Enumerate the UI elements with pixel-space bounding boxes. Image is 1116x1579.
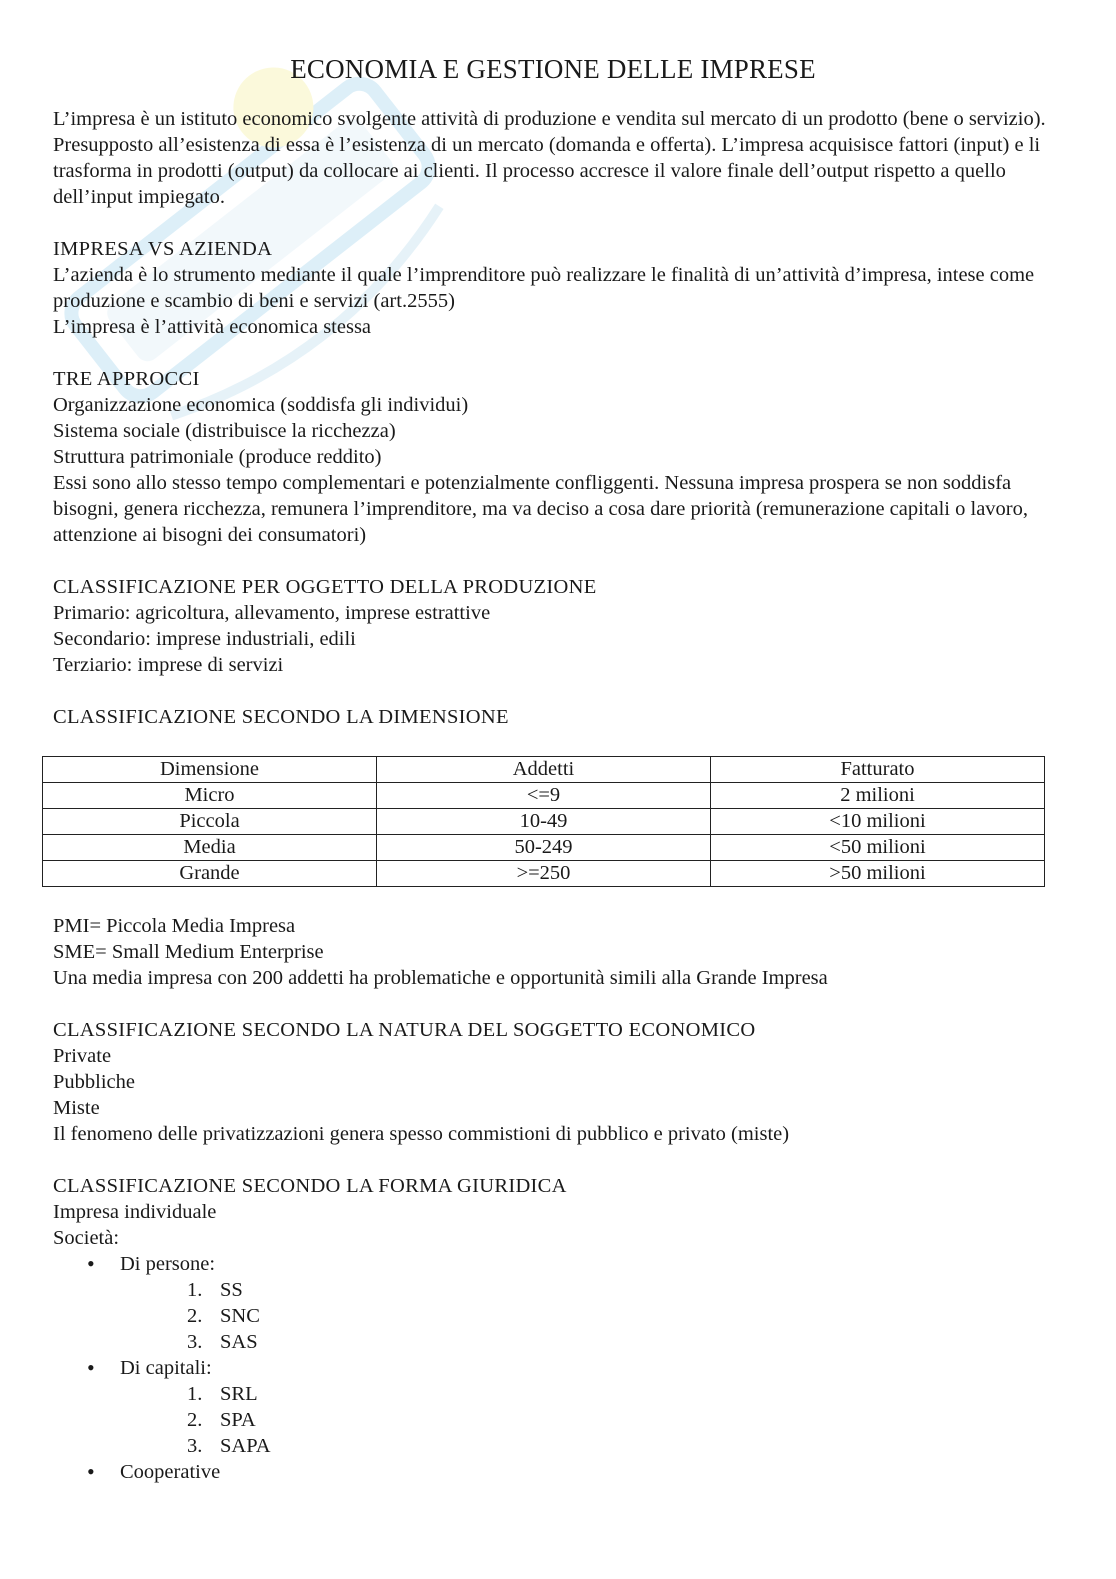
section-dimensione (53, 704, 1053, 991)
paragraph-line: Terziario: imprese di servizi (53, 654, 284, 676)
table-cell: 2 milioni (711, 783, 1045, 809)
dimension-notes (53, 913, 1053, 991)
paragraph-line: Organizzazione economica (soddisfa gli individui) (53, 394, 469, 416)
paragraph-line: Secondario: imprese industriali, edili (53, 628, 356, 650)
paragraph-line: Il fenomeno delle privatizzazioni genera spesso commistioni di pubblico e privato (miste) (53, 1123, 790, 1145)
table-cell: 10-49 (377, 809, 711, 835)
paragraph-line: Private (53, 1045, 112, 1067)
paragraph-line: Essi sono allo stesso tempo complementari e potenzialmente confliggenti. Nessuna impresa prospera se non soddisfa bisogni, genera ricchezza, remunera l’imprenditore, ma va deciso a cosa dare priorità (remunerazione capitali o lavoro, attenzione ai bisogni dei consumatori) (53, 472, 1029, 546)
table-header-row (43, 757, 1045, 783)
paragraph-line: L’impresa è l’attività economica stessa (53, 316, 372, 338)
table-header-cell: Addetti (377, 757, 711, 783)
table-cell: Media (43, 835, 377, 861)
document-title: ECONOMIA E GESTIONE DELLE IMPRESE (290, 54, 816, 84)
section-heading: IMPRESA VS AZIENDA (53, 238, 273, 260)
numbered-list (120, 1277, 1053, 1355)
table-header-cell: Dimensione (43, 757, 377, 783)
table-cell: <10 milioni (711, 809, 1045, 835)
paragraph-line: Struttura patrimoniale (produce reddito) (53, 446, 382, 468)
paragraph-line: Primario: agricoltura, allevamento, imprese estrattive (53, 602, 491, 624)
section-heading: CLASSIFICAZIONE PER OGGETTO DELLA PRODUZIONE (53, 576, 597, 598)
bullet-label: Di persone: (120, 1253, 216, 1275)
dimension-table (42, 756, 1045, 887)
bullet-label: Di capitali: (120, 1357, 212, 1379)
numbered-item: 3. SAPA (187, 1435, 271, 1457)
table-row (43, 783, 1045, 809)
bullet-item (87, 1459, 1053, 1485)
section-heading: TRE APPROCCI (53, 368, 200, 390)
numbered-item: 2. SPA (187, 1409, 256, 1431)
table-header-cell: Fatturato (711, 757, 1045, 783)
table-cell: Grande (43, 861, 377, 887)
paragraph-line: Una media impresa con 200 addetti ha problematiche e opportunità simili alla Grande Impresa (53, 967, 828, 989)
table-cell: Micro (43, 783, 377, 809)
table-cell: >50 milioni (711, 861, 1045, 887)
section-heading: CLASSIFICAZIONE SECONDO LA DIMENSIONE (53, 706, 509, 728)
numbered-item: 1. SRL (187, 1383, 258, 1405)
paragraph-line: Società: (53, 1227, 120, 1249)
paragraph-line: SME= Small Medium Enterprise (53, 941, 324, 963)
paragraph-line: L’azienda è lo strumento mediante il quale l’imprenditore può realizzare le finalità di un’attività d’impresa, intese come produzione e scambio di beni e servizi (art.2555) (53, 264, 1035, 312)
paragraph-line: PMI= Piccola Media Impresa (53, 915, 296, 937)
section-heading: CLASSIFICAZIONE SECONDO LA NATURA DEL SOGGETTO ECONOMICO (53, 1019, 756, 1041)
bullet-item (87, 1251, 1053, 1355)
table-row (43, 809, 1045, 835)
table-cell: Piccola (43, 809, 377, 835)
table-row (43, 835, 1045, 861)
table-cell: >=250 (377, 861, 711, 887)
paragraph-line: Impresa individuale (53, 1201, 217, 1223)
paragraph-line: Sistema sociale (distribuisce la ricchezza) (53, 420, 396, 442)
table-cell: 50-249 (377, 835, 711, 861)
numbered-item: 3. SAS (187, 1331, 258, 1353)
bullet-item (87, 1355, 1053, 1459)
numbered-list (120, 1381, 1053, 1459)
section-heading: CLASSIFICAZIONE SECONDO LA FORMA GIURIDICA (53, 1175, 567, 1197)
bullet-list (53, 1251, 1053, 1485)
numbered-item: 2. SNC (187, 1305, 260, 1327)
numbered-item: 1. SS (187, 1279, 243, 1301)
table-row (43, 861, 1045, 887)
paragraph-line: Pubbliche (53, 1071, 135, 1093)
table-cell: <=9 (377, 783, 711, 809)
paragraph-line: Miste (53, 1097, 100, 1119)
section-impresa-vs-azienda (53, 236, 1053, 340)
section-forma-giuridica (53, 1173, 1053, 1485)
bullet-label: Cooperative (120, 1461, 221, 1483)
intro-paragraph: L’impresa è un istituto economico svolgente attività di produzione e vendita sul mercato di un prodotto (bene o servizio). Presupposto all’esistenza di essa è l’esistenza di un mercato (domanda e offerta). L’impresa acquisisce fattori (input) e li trasforma in prodotti (output) da collocare ai clienti. Il processo accresce il valore finale dell’output rispetto a quello dell’input impiegato. (53, 108, 1046, 208)
section-natura-soggetto (53, 1017, 1053, 1147)
table-cell: <50 milioni (711, 835, 1045, 861)
document-page (53, 50, 1053, 1485)
section-tre-approcci (53, 366, 1053, 548)
section-oggetto-produzione (53, 574, 1053, 678)
